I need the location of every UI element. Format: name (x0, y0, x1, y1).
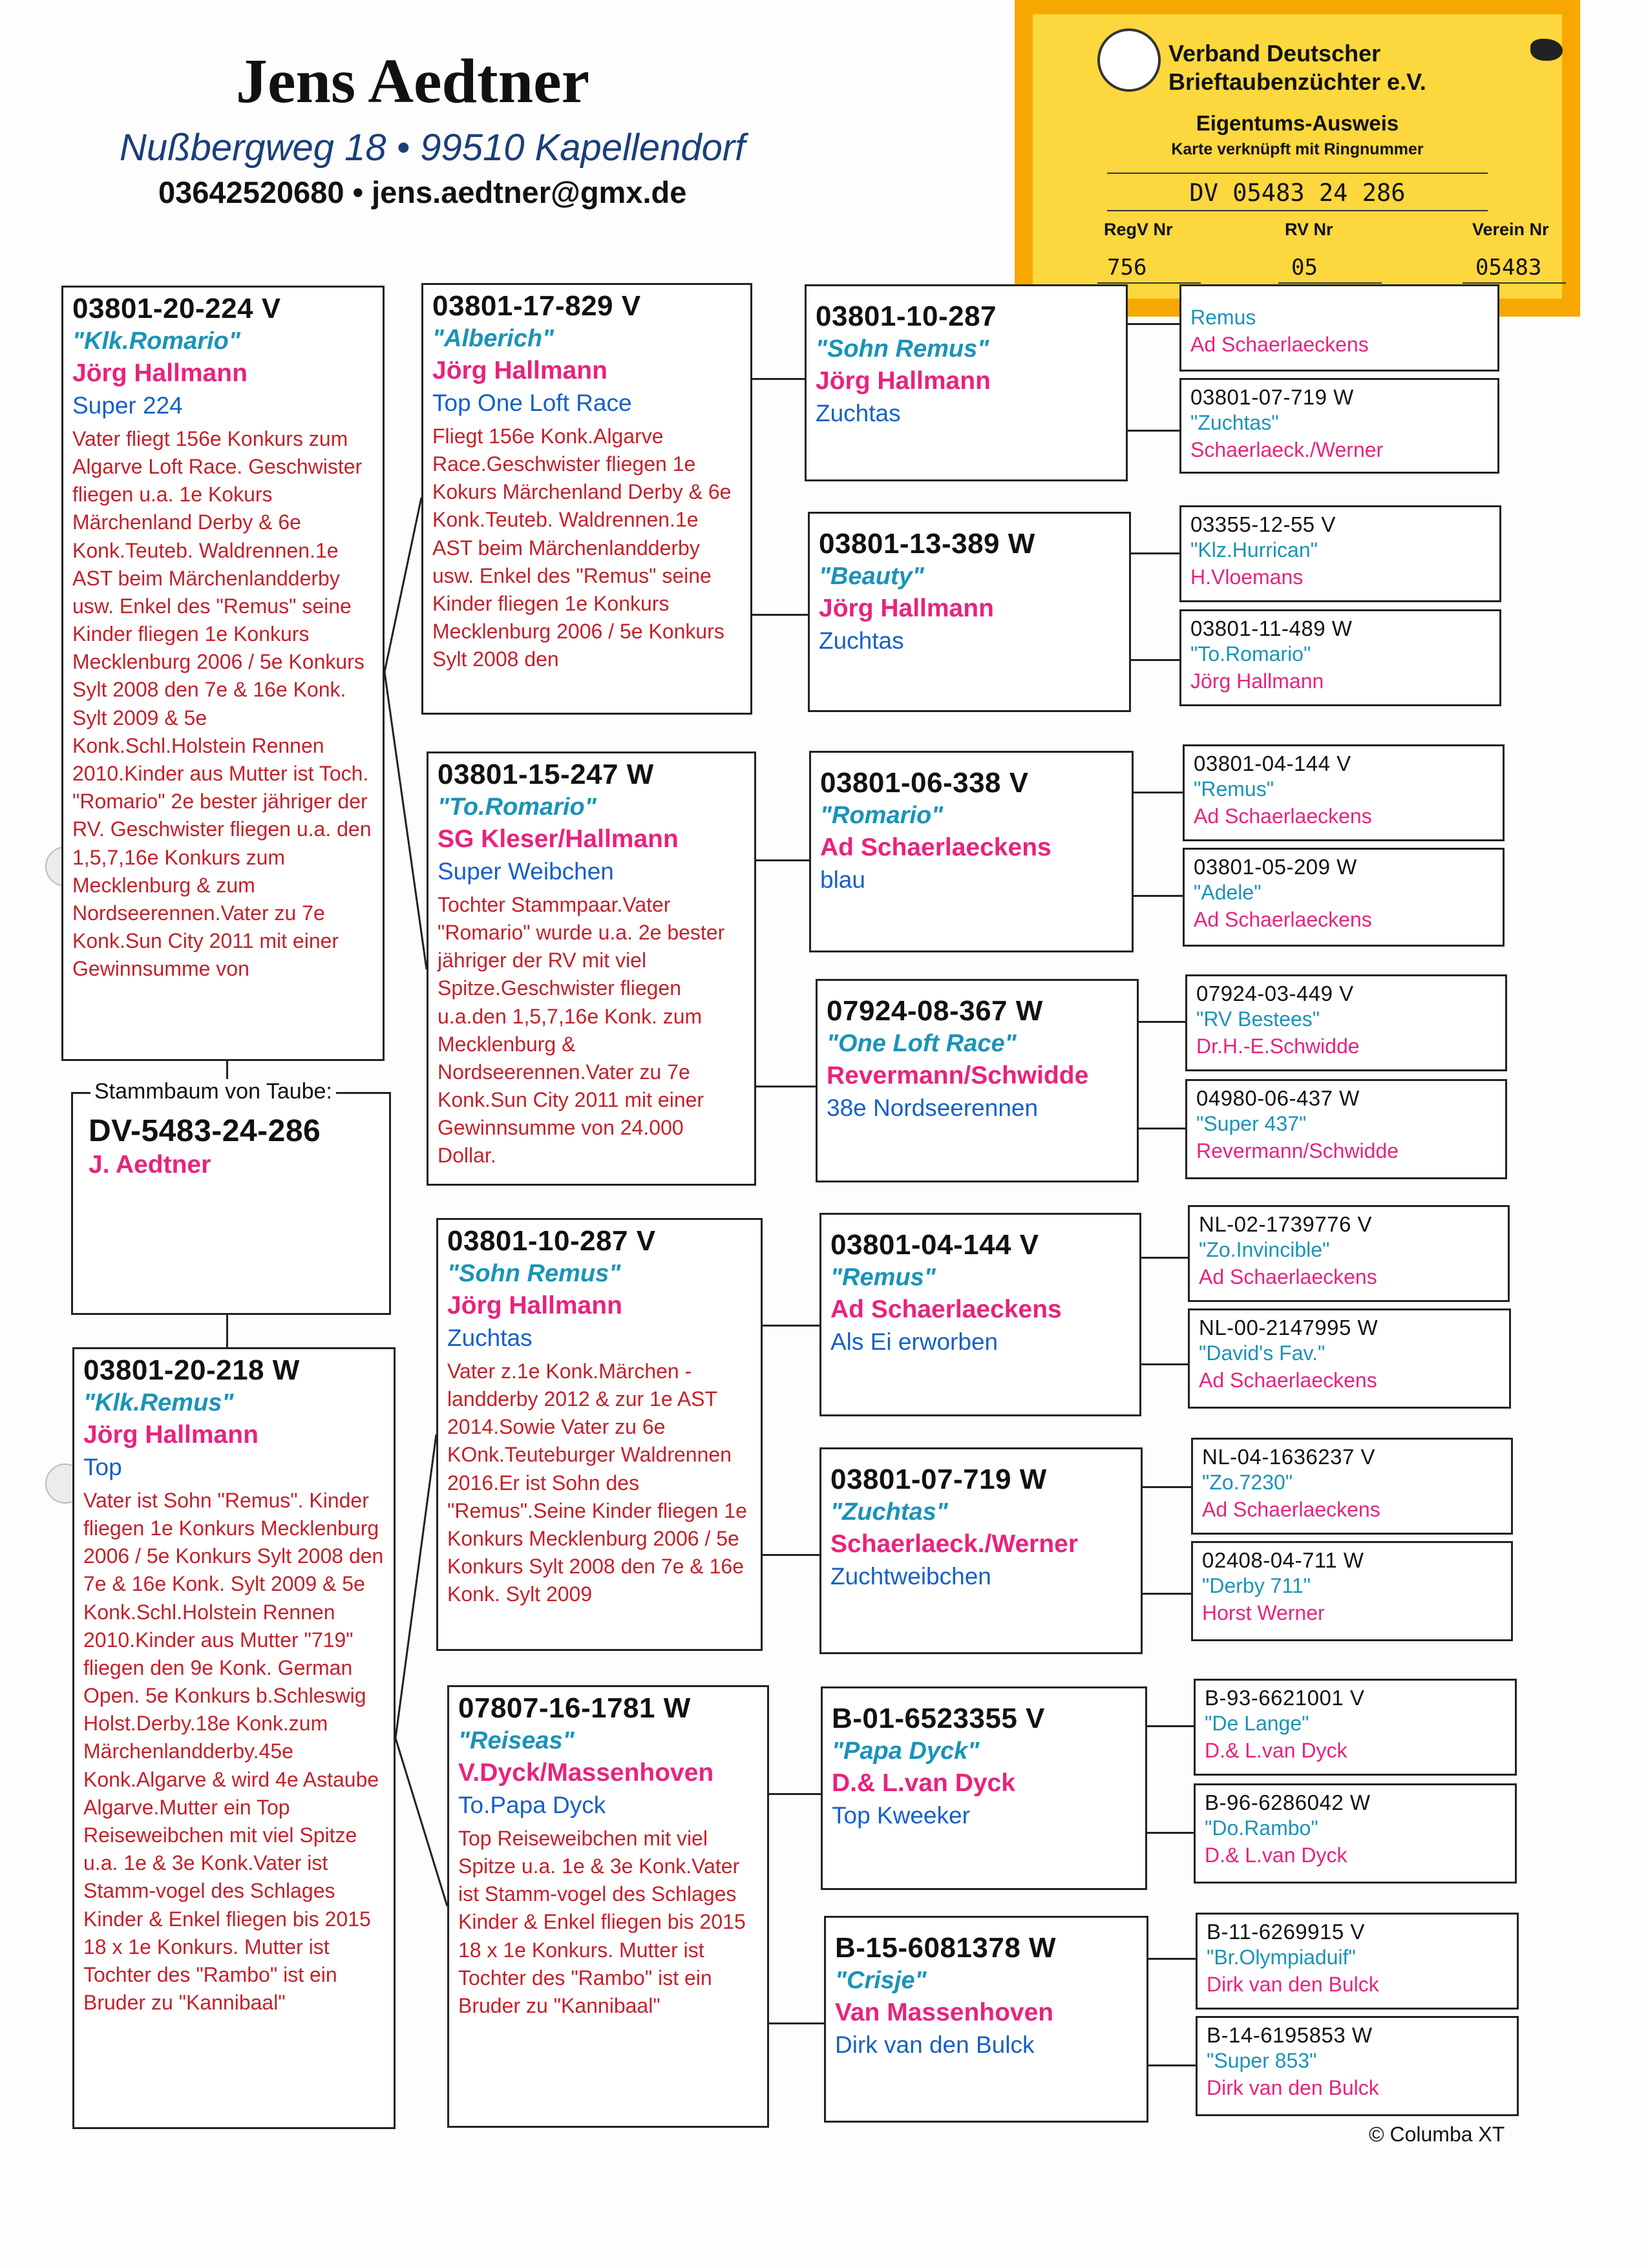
gen4-owner: Dirk van den Bulck (1207, 1972, 1379, 1996)
gen4-box[interactable] (1185, 974, 1507, 1071)
gen4-name: "Zo.Invincible" (1199, 1237, 1330, 1261)
connector (1139, 1021, 1185, 1023)
gen4-box[interactable] (1179, 609, 1501, 706)
gen4-ring: B-14-6195853 W (1207, 2023, 1373, 2047)
card-col2-value: 05 (1291, 255, 1318, 280)
gen3-ring: 03801-07-719 W (830, 1464, 1047, 1495)
gen3-title: 38e Nordseerennen (827, 1094, 1039, 1121)
gen4-name: "Do.Rambo" (1205, 1816, 1318, 1840)
gen3-name: "Zuchtas" (830, 1498, 948, 1526)
gen3-name: "Sohn Remus" (816, 335, 989, 362)
gen3-ring: B-15-6081378 W (835, 1932, 1057, 1964)
gen3-box[interactable] (819, 1213, 1141, 1416)
connector (1139, 1128, 1185, 1129)
gen3-box[interactable] (805, 284, 1128, 481)
gen4-name: "Zuchtas" (1190, 410, 1279, 434)
gen4-ring: B-96-6286042 W (1205, 1790, 1371, 1814)
gen4-owner: Dirk van den Bulck (1207, 2075, 1379, 2099)
gen3-title: blau (820, 866, 865, 893)
sire-name: "Klk.Romario" (72, 327, 240, 355)
gen4-owner: Horst Werner (1202, 1601, 1325, 1624)
gen3-ring: 03801-06-338 V (820, 767, 1029, 799)
gen4-box[interactable] (1196, 1913, 1519, 2010)
connector (385, 672, 427, 969)
sire-description: Vater fliegt 156e Konkurs zum Algarve Loft Race. Geschwister fliegen u.a. 1e Kokurs Märchenland Derby & 6e Konk.Teuteb. Waldrennen.1e AST beim Märchenlandderby usw. Enkel des "Remus" seine Kinder fliegen 1e Konkurs Mecklenburg 2006 / 5e Konkurs Sylt 2008 den 7e & 16e Konk. Sylt 2009 & 5e Konk.Schl.Holstein Rennen 2010.Kinder aus Mutter ist Toch. "Romario" 2e bester jähriger der RV. Geschwister fliegen u.a. den 1,5,7,16e Konkurs zum Mecklenburg & zum Nordseerennen.Vater zu 7e Konk.Sun City 2011 mit einer Gewinnsumme von (72, 426, 372, 981)
gen2-title: Top One Loft Race (432, 389, 632, 416)
gen3-title: Zuchtas (816, 399, 901, 426)
gen3-title: Top Kweeker (832, 1801, 970, 1829)
gen4-owner: Jörg Hallmann (1190, 669, 1324, 693)
gen4-ring: B-93-6621001 V (1205, 1686, 1365, 1710)
gen4-name: "Zo.7230" (1202, 1470, 1293, 1494)
gen3-owner: Schaerlaeck./Werner (830, 1529, 1079, 1558)
connector (1141, 1257, 1188, 1259)
card-ring-number: DV 05483 24 286 (1189, 179, 1406, 207)
connector (1131, 659, 1179, 661)
gen3-box[interactable] (809, 751, 1134, 952)
gen4-name: Remus (1190, 306, 1256, 329)
connector (763, 1325, 821, 1327)
gen3-box[interactable] (821, 1686, 1147, 1890)
connector (1128, 430, 1179, 432)
card-org-line2: Brieftaubenzüchter e.V. (1168, 68, 1426, 95)
connector (769, 1793, 822, 1795)
gen3-name: "One Loft Race" (827, 1029, 1017, 1057)
card-col3-value: 05483 (1475, 255, 1542, 280)
gen4-name: "De Lange" (1205, 1711, 1309, 1735)
gen3-name: "Crisje" (835, 1966, 927, 1994)
gen2-ring: 03801-15-247 W (438, 759, 654, 790)
connector (1134, 895, 1183, 897)
gen4-name: "RV Bestees" (1196, 1007, 1320, 1031)
connector (1141, 1363, 1188, 1365)
card-subtitle: Karte verknüpft mit Ringnummer (1171, 140, 1424, 158)
connector (763, 1554, 821, 1556)
connector (1143, 1593, 1191, 1595)
connector (1147, 1832, 1194, 1834)
gen3-name: "Beauty" (819, 562, 924, 590)
dam-name: "Klk.Remus" (83, 1389, 234, 1416)
gen4-ring: 04980-06-437 W (1196, 1086, 1360, 1110)
gen4-owner: Revermann/Schwidde (1196, 1139, 1399, 1162)
gen3-title: Als Ei erworben (830, 1328, 998, 1355)
gen4-name: "Remus" (1194, 777, 1274, 801)
dam-ring: 03801-20-218 W (83, 1354, 300, 1386)
gen2-name: "Alberich" (432, 324, 555, 352)
subject-ring: DV-5483-24-286 (89, 1114, 321, 1148)
gen4-name: "David's Fav." (1199, 1341, 1326, 1365)
dam-description: Vater ist Sohn "Remus". Kinder fliegen 1e Konkurs Mecklenburg 2006 / 5e Konkurs Sylt 2008 den 7e & 16e Konk. Sylt 2009 & 5e Konk.Schl.Holstein Rennen 2010.Kinder aus Mutter "719" fliegen den 9e Konk. German Open. 5e Konkurs b.Schleswig Holst.Derby.18e Konk.zum Märchenlandderby.45e Konk.Algarve & wird 4e Astaube Algarve.Mutter ein Top Reiseweibchen mit viel Spitze u.a. 1e & 3e Konk.Vater ist Stamm-vogel des Schlages Kinder & Enkel fliegen bis 2015 18 x 1e Konkurs. Mutter ist Tochter des "Rambo" ist ein Bruder zu "Kannibaal" (83, 1488, 384, 2015)
copyright-footer: © Columba XT (1369, 2123, 1505, 2146)
breeder-contact: 03642520680 • jens.aedtner@gmx.de (158, 175, 687, 209)
gen3-owner: Van Massenhoven (835, 1998, 1054, 2026)
gen4-ring: NL-00-2147995 W (1199, 1316, 1379, 1339)
gen4-owner: Ad Schaerlaeckens (1202, 1497, 1380, 1521)
breeder-name: Jens Aedtner (236, 47, 590, 116)
gen2-title: Zuchtas (447, 1324, 533, 1351)
connector (396, 1738, 447, 1906)
gen3-owner: Jörg Hallmann (816, 366, 991, 395)
gen4-box[interactable] (1188, 1308, 1511, 1409)
gen4-box[interactable] (1196, 2016, 1519, 2116)
gen3-owner: Revermann/Schwidde (827, 1061, 1089, 1089)
gen2-owner: SG Kleser/Hallmann (438, 824, 679, 853)
gen3-title: Dirk van den Bulck (835, 2031, 1035, 2058)
gen3-box[interactable] (816, 979, 1139, 1182)
gen3-box[interactable] (819, 1447, 1143, 1654)
gen4-ring: 02408-04-711 W (1202, 1548, 1364, 1572)
gen2-title: Super Weibchen (438, 857, 614, 885)
gen3-name: "Remus" (830, 1263, 936, 1291)
gen2-name: "Sohn Remus" (447, 1259, 621, 1287)
card-title: Eigentums-Ausweis (1196, 111, 1399, 135)
gen3-ring: 07924-08-367 W (827, 995, 1043, 1027)
gen3-box[interactable] (824, 1916, 1148, 2123)
gen2-ring: 07807-16-1781 W (458, 1692, 691, 1724)
gen3-owner: Ad Schaerlaeckens (820, 833, 1051, 861)
gen4-box[interactable] (1183, 744, 1505, 841)
gen4-ring: 03801-11-489 W (1190, 616, 1353, 640)
gen2-owner: Jörg Hallmann (432, 356, 607, 384)
connector (1148, 1958, 1196, 1960)
gen2-title: To.Papa Dyck (458, 1791, 606, 1818)
gen2-description: Fliegt 156e Konk.Algarve Race.Geschwister fliegen 1e Kokurs Märchenland Derby & 6e Konk.Teuteb. Waldrennen.1e AST beim Märchenlandderby usw. Enkel des "Remus" seine Kinder fliegen 1e Konkurs Mecklenburg 2006 / 5e Konkurs Sylt 2008 den (432, 424, 732, 671)
gen2-owner: Jörg Hallmann (447, 1291, 622, 1319)
gen4-owner: Ad Schaerlaeckens (1190, 332, 1369, 356)
gen3-owner: Ad Schaerlaeckens (830, 1295, 1062, 1323)
connector (752, 614, 809, 616)
connector (1143, 1486, 1191, 1488)
gen4-name: "Super 853" (1207, 2048, 1317, 2072)
gen2-ring: 03801-10-287 V (447, 1225, 656, 1257)
gen3-title: Zuchtas (819, 627, 904, 654)
gen4-name: "Adele" (1194, 880, 1262, 904)
gen2-description: Top Reiseweibchen mit viel Spitze u.a. 1e & 3e Konk.Vater ist Stamm-vogel des Schlages Kinder & Enkel fliegen bis 2015 18 x 1e Konkurs. Mutter ist Tochter des "Rambo" ist ein Bruder zu "Kannibaal" (458, 1826, 746, 2017)
gen4-box[interactable] (1194, 1679, 1517, 1776)
gen4-ring: 07924-03-449 V (1196, 982, 1354, 1005)
gen3-ring: 03801-04-144 V (830, 1229, 1039, 1261)
gen2-name: "To.Romario" (438, 793, 597, 821)
gen4-owner: Ad Schaerlaeckens (1199, 1265, 1377, 1288)
gen3-ring: B-01-6523355 V (832, 1703, 1045, 1734)
card-col1-value: 756 (1107, 255, 1147, 280)
gen4-owner: Ad Schaerlaeckens (1194, 804, 1372, 828)
card-org-line1: Verband Deutscher (1168, 40, 1381, 67)
gen4-box[interactable] (1179, 378, 1499, 474)
subject-owner: J. Aedtner (89, 1151, 211, 1179)
gen4-box[interactable] (1185, 1079, 1507, 1179)
gen4-owner: Ad Schaerlaeckens (1199, 1368, 1377, 1392)
gen2-description: Vater z.1e Konk.Märchen -landderby 2012 & zur 1e AST 2014.Sowie Vater zu 6e KOnk.Teuteburger Waldrennen 2016.Er ist Sohn des "Remus".Seine Kinder fliegen 1e Konkurs Mecklenburg 2006 / 5e Konkurs Sylt 2008 den 7e & 16e Konk. Sylt 2009 (447, 1359, 747, 1606)
gen4-owner: H.Vloemans (1190, 565, 1304, 589)
card-col2-label: RV Nr (1285, 220, 1333, 239)
gen4-owner: D.& L.van Dyck (1205, 1843, 1347, 1867)
gen3-name: "Romario" (820, 801, 944, 829)
gen2-ring: 03801-17-829 V (432, 290, 641, 322)
gen4-name: "To.Romario" (1190, 642, 1311, 666)
gen4-box[interactable] (1183, 848, 1505, 947)
gen2-owner: V.Dyck/Massenhoven (458, 1758, 714, 1787)
gen4-owner: Ad Schaerlaeckens (1194, 907, 1372, 931)
gen4-box[interactable] (1179, 505, 1501, 602)
connector (752, 378, 805, 380)
gen2-description: Tochter Stammpaar.Vater "Romario" wurde u.a. 2e bester jähriger der RV mit viel Spitze.Geschwister fliegen u.a.den 1,5,7,16e Konk. zum Mecklenburg & Nordseerennen.Vater zu 7e Konk.Sun City 2011 mit einer Gewinnsumme von 24.000 Dollar. (438, 892, 725, 1168)
gen4-owner: D.& L.van Dyck (1205, 1738, 1347, 1762)
gen4-name: "Br.Olympiaduif" (1207, 1945, 1356, 1969)
gen4-name: "Super 437" (1196, 1111, 1307, 1135)
gen4-box[interactable] (1191, 1541, 1513, 1641)
gen4-ring: 03801-04-144 V (1194, 751, 1351, 775)
gen4-owner: Dr.H.-E.Schwidde (1196, 1034, 1360, 1058)
gen4-name: "Derby 711" (1202, 1573, 1311, 1597)
gen4-name: "Klz.Hurrican" (1190, 538, 1318, 562)
gen4-ring: B-11-6269915 V (1207, 1920, 1365, 1944)
gen3-owner: Jörg Hallmann (819, 594, 994, 622)
dam-title: Top (83, 1453, 122, 1480)
connector (756, 859, 810, 861)
connector (396, 1434, 436, 1738)
gen3-name: "Papa Dyck" (832, 1737, 980, 1765)
connector (1147, 1725, 1194, 1727)
gen4-ring: NL-04-1636237 V (1202, 1445, 1376, 1469)
connector (1128, 323, 1179, 325)
gen3-title: Zuchtweibchen (830, 1562, 991, 1590)
gen3-ring: 03801-13-389 W (819, 528, 1035, 560)
gen4-box[interactable] (1191, 1438, 1513, 1535)
gen4-ring: 03801-05-209 W (1194, 855, 1357, 879)
card-col1-label: RegV Nr (1104, 220, 1173, 239)
subject-label: Stammbaum von Taube: (90, 1079, 336, 1104)
connector (1134, 792, 1183, 793)
gen4-ring: 03801-07-719 W (1190, 385, 1354, 409)
gen4-box[interactable] (1179, 284, 1499, 372)
gen4-box[interactable] (1188, 1205, 1510, 1302)
dam-owner: Jörg Hallmann (83, 1420, 259, 1449)
connector (1131, 552, 1179, 554)
sire-owner: Jörg Hallmann (72, 359, 248, 387)
connector (1148, 2064, 1196, 2066)
breeder-address: Nußbergweg 18 • 99510 Kapellendorf (120, 127, 746, 169)
connector (385, 498, 421, 672)
gen4-ring: 03355-12-55 V (1190, 512, 1336, 536)
connector (756, 1086, 817, 1087)
gen3-owner: D.& L.van Dyck (832, 1769, 1015, 1797)
gen4-box[interactable] (1194, 1783, 1517, 1884)
sire-ring: 03801-20-224 V (72, 293, 281, 324)
gen2-name: "Reiseas" (458, 1727, 575, 1754)
gen3-ring: 03801-10-287 (816, 300, 997, 332)
connector (769, 2022, 825, 2024)
card-col3-label: Verein Nr (1472, 220, 1549, 239)
gen4-ring: NL-02-1739776 V (1199, 1212, 1373, 1236)
gen4-owner: Schaerlaeck./Werner (1190, 437, 1384, 461)
gen3-box[interactable] (808, 512, 1131, 712)
sire-title: Super 224 (72, 392, 183, 419)
